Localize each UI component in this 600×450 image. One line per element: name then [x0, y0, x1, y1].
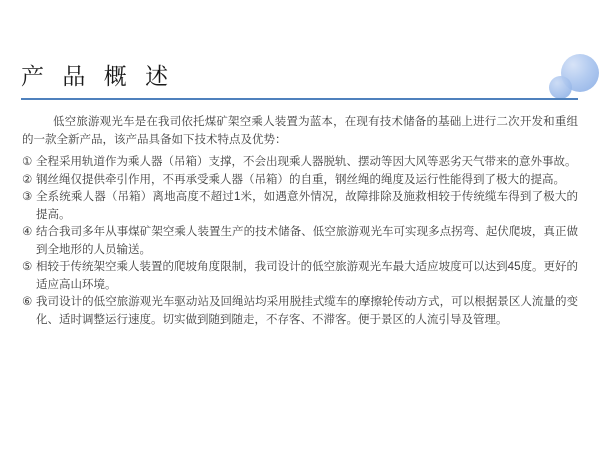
decorative-circle-small [549, 76, 572, 99]
feature-item-3 [22, 189, 578, 224]
feature-item-6 [22, 294, 578, 329]
feature-marker-4: ④ [22, 226, 33, 238]
feature-text-4: 结合我司多年从事煤矿架空乘人装置生产的技术储备、低空旅游观光车可实现多点拐弯、起伏爬坡，真正做到全地形的人员输送。 [36, 226, 578, 256]
feature-item-5 [22, 259, 578, 294]
feature-marker-6: ⑥ [22, 296, 33, 308]
page-title: 产 品 概 述 [21, 63, 175, 89]
feature-text-1: 全程采用轨道作为乘人器（吊箱）支撑，不会出现乘人器脱轨、摆动等因大风等恶劣天气带来的意外事故。 [36, 156, 577, 168]
feature-text-6: 我司设计的低空旅游观光车驱动站及回绳站均采用脱挂式缆车的摩擦轮传动方式，可以根据景区人流量的变化、适时调整运行速度。切实做到随到随走，不存客、不滞客。便于景区的人流引导及管理。 [36, 296, 578, 326]
title-divider-line [21, 98, 578, 100]
feature-text-5: 相较于传统架空乘人装置的爬坡角度限制，我司设计的低空旅游观光车最大适应坡度可以达到45度。更好的适应高山环境。 [36, 261, 578, 291]
intro-paragraph: 低空旅游观光车是在我司依托煤矿架空乘人装置为蓝本，在现有技术储备的基础上进行二次开发和重组的一款全新产品，该产品具备如下技术特点及优势： [22, 116, 578, 146]
feature-list [22, 154, 578, 329]
feature-marker-1: ① [22, 156, 33, 168]
feature-text-3: 全系统乘人器（吊箱）离地高度不超过1米，如遇意外情况，故障排除及施救相较于传统缆车得到了极大的提高。 [36, 191, 578, 221]
feature-item-4 [22, 224, 578, 259]
feature-item-2 [22, 172, 578, 190]
feature-marker-5: ⑤ [22, 261, 33, 273]
slide-body [22, 114, 578, 329]
feature-marker-2: ② [22, 173, 33, 186]
feature-item-1 [22, 154, 578, 172]
feature-text-2: 钢丝绳仅提供牵引作用，不再承受乘人器（吊箱）的自重，钢丝绳的绳度及运行性能得到了极大的提高。 [36, 173, 565, 186]
feature-marker-3: ③ [22, 191, 33, 203]
